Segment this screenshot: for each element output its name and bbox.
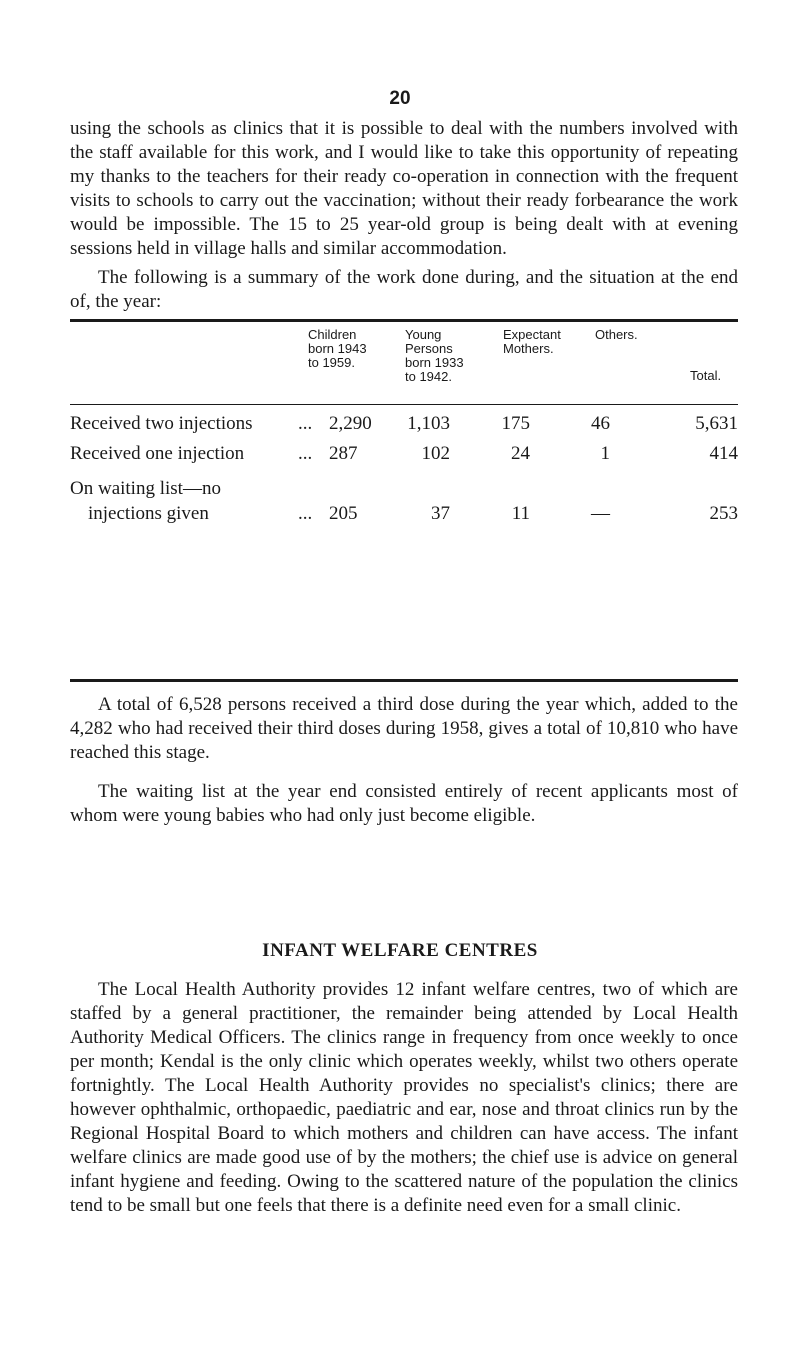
cell-expectant-mothers: 11 <box>511 503 530 524</box>
cell-total: 5,631 <box>695 413 738 434</box>
row-label: On waiting list—no <box>70 478 221 499</box>
column-header-children: Children born 1943 to 1959. <box>308 327 367 370</box>
paragraph-waiting-list: The waiting list at the year end consisted entirely of recent applicants most of whom were young babies who had only just become eligible. <box>70 781 738 826</box>
column-header-expectant-mothers: Expectant Mothers. <box>503 327 561 356</box>
table-row <box>70 443 738 469</box>
cell-expectant-mothers: 175 <box>501 413 530 434</box>
paragraph-infant-welfare: The Local Health Authority provides 12 infant welfare centres, two of which are staffed by a general practitioner, the remainder being attended by Local Health Authority Medical Officers. The clinics range in frequency from once weekly to once per month; Kendal is the only clinic which operates weekly, whilst two others operate fortnightly. The Local Health Authority provides no specialist's clinics; there are however ophthalmic, orthopaedic, paediatric and ear, nose and throat clinics run by the Regional Hospital Board to which mothers and children can have access. The infant welfare clinics are made good use of by the mothers; the chief use is advice on general infant hygiene and feeding. Owing to the scattered nature of the population the clinics tend to be small but one feels that there is a definite need even for a small clinic. <box>70 979 738 1216</box>
section-heading: INFANT WELFARE CENTRES <box>262 940 538 961</box>
row-leader-dots: ... <box>298 413 313 434</box>
row-label-continued: injections given <box>88 503 209 524</box>
table-bottom-rule <box>70 679 738 682</box>
table-row <box>70 503 738 529</box>
paragraph-vaccination-schools: using the schools as clinics that it is possible to deal with the numbers involved with the staff available for this work, and I would like to take this opportunity of repeating my thanks to the teachers for their ready co-operation in connection with the frequent visits to schools to carry out the vaccination; without their ready forbearance the work would be impossible. The 15 to 25 year-old group is being dealt with at evening sessions held in village halls and similar accommodation. <box>70 118 738 259</box>
cell-children: 287 <box>329 443 358 464</box>
row-label: Received two injections <box>70 413 253 434</box>
table-row-label-line <box>70 478 738 504</box>
cell-others: — <box>591 503 610 524</box>
cell-young-persons: 37 <box>431 503 450 524</box>
cell-others: 46 <box>591 413 610 434</box>
row-leader-dots: ... <box>298 503 313 524</box>
cell-expectant-mothers: 24 <box>511 443 530 464</box>
cell-children: 2,290 <box>329 413 372 434</box>
table-header-rule <box>70 404 738 405</box>
cell-others: 1 <box>600 443 610 464</box>
row-label: Received one injection <box>70 443 245 464</box>
table-top-rule <box>70 319 738 322</box>
table-row <box>70 413 738 439</box>
paragraph-third-dose: A total of 6,528 persons received a third dose during the year which, added to the 4,282 who had received their third doses during 1958, gives a total of 10,810 who have reached this stage. <box>70 694 738 763</box>
row-leader-dots: ... <box>298 443 313 464</box>
cell-young-persons: 102 <box>421 443 450 464</box>
paragraph-summary-intro: The following is a summary of the work done during, and the situation at the end of, the year: <box>70 267 738 312</box>
cell-total: 414 <box>709 443 738 464</box>
column-header-total: Total. <box>690 368 722 383</box>
cell-children: 205 <box>329 503 358 524</box>
cell-total: 253 <box>709 503 738 524</box>
column-header-others: Others. <box>595 327 638 342</box>
cell-young-persons: 1,103 <box>407 413 450 434</box>
page-number: 20 <box>389 88 411 109</box>
column-header-young-persons: Young Persons born 1933 to 1942. <box>405 327 464 384</box>
